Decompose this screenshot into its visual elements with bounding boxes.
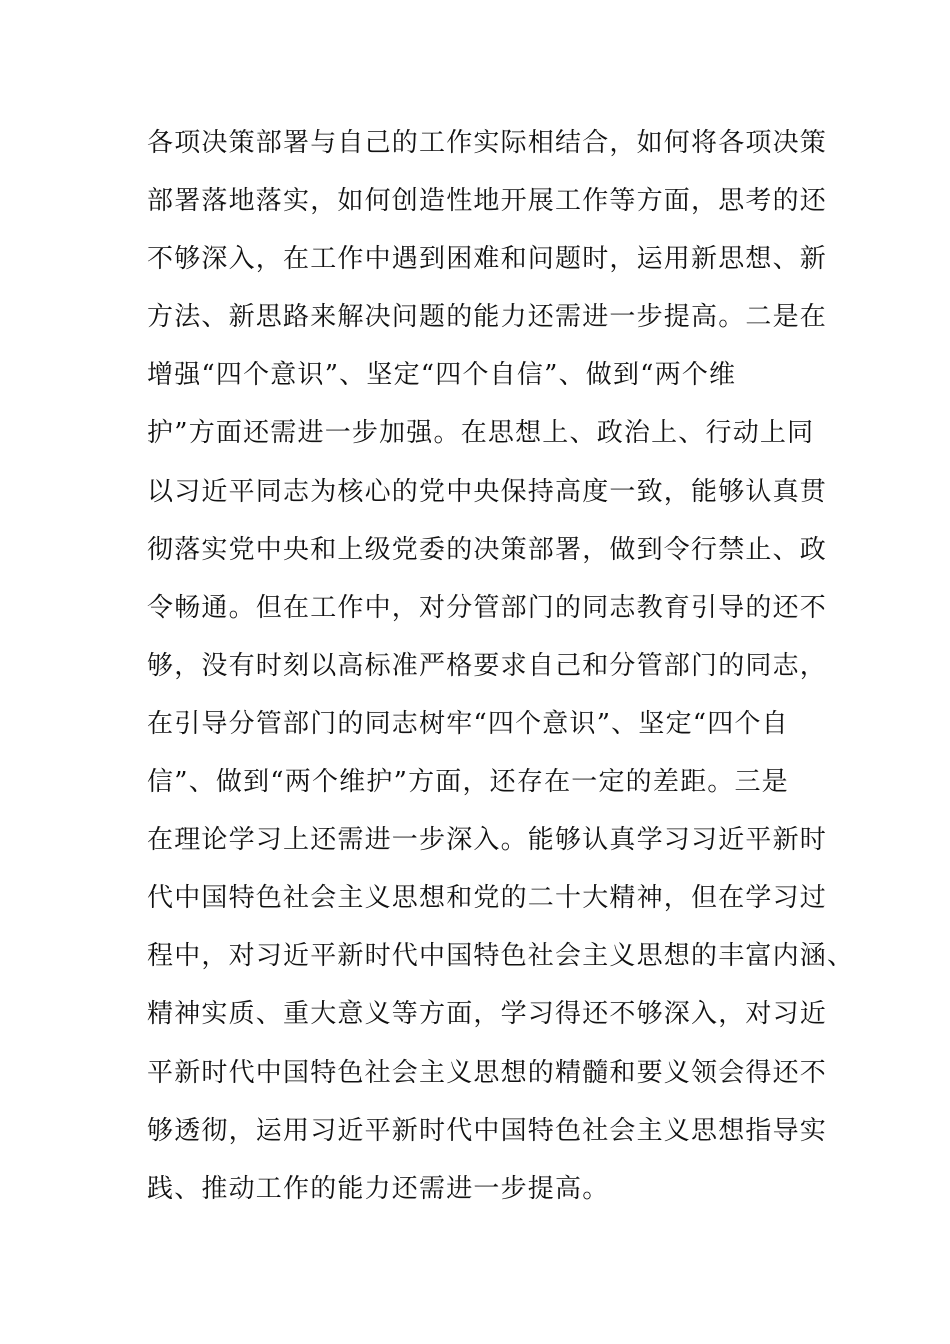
text-line: 部署落地落实，如何创造性地开展工作等方面，思考的还 — [147, 186, 828, 217]
text-line: 各项决策部署与自己的工作实际相结合，如何将各项决策 — [147, 128, 828, 158]
text-line: 以习近平同志为核心的党中央保持高度一致，能够认真贯 — [147, 476, 828, 507]
text-line: 在理论学习上还需进一步深入。能够认真学习习近平新时 — [147, 825, 828, 856]
body-paragraph — [147, 118, 855, 1222]
text-line: 程中，对习近平新时代中国特色社会主义思想的丰富内涵、 — [147, 941, 855, 972]
text-line: 在引导分管部门的同志树牢“四个意识”、坚定“四个自 — [147, 708, 789, 739]
text-line: 平新时代中国特色社会主义思想的精髓和要义领会得还不 — [147, 1057, 828, 1088]
text-line: 够，没有时刻以高标准严格要求自己和分管部门的同志， — [147, 650, 828, 681]
text-line: 够透彻，运用习近平新时代中国特色社会主义思想指导实 — [147, 1115, 828, 1146]
text-line: 护”方面还需进一步加强。在思想上、政治上、行动上同 — [147, 418, 815, 449]
text-line: 增强“四个意识”、坚定“四个自信”、做到“两个维 — [147, 360, 737, 391]
text-line: 精神实质、重大意义等方面，学习得还不够深入，对习近 — [147, 999, 828, 1030]
text-line: 令畅通。但在工作中，对分管部门的同志教育引导的还不 — [147, 592, 828, 623]
text-line: 不够深入，在工作中遇到困难和问题时，运用新思想、新 — [147, 244, 828, 275]
text-line: 方法、新思路来解决问题的能力还需进一步提高。二是在 — [147, 302, 828, 333]
text-line: 彻落实党中央和上级党委的决策部署，做到令行禁止、政 — [147, 534, 828, 565]
text-line: 践、推动工作的能力还需进一步提高。 — [147, 1173, 610, 1204]
text-line: 信”、做到“两个维护”方面，还存在一定的差距。三是 — [147, 767, 789, 798]
text-line: 代中国特色社会主义思想和党的二十大精神，但在学习过 — [147, 883, 828, 914]
